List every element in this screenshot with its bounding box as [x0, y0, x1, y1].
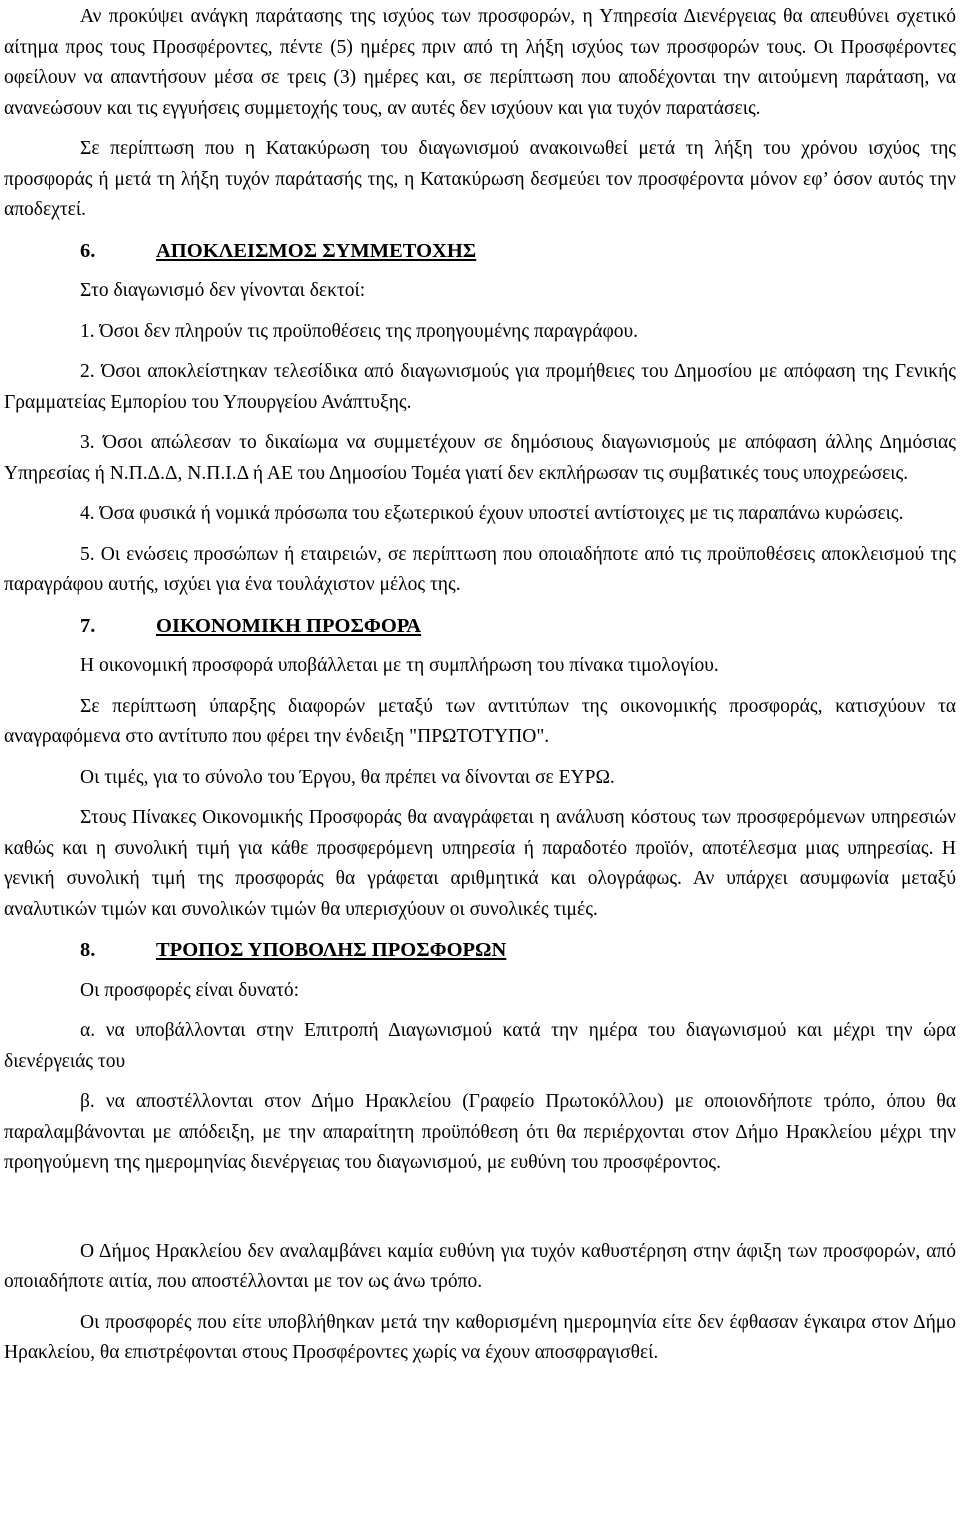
closing-paragraph-1: Ο Δήμος Ηρακλείου δεν αναλαμβάνει καμία ευθύνη για τυχόν καθυστέρηση στην άφιξη των προσφορών, από οποιαδήποτε αιτία, που αποστέλλονται με τον ως άνω τρόπο. [4, 1240, 956, 1292]
section-6-intro: Στο διαγωνισμό δεν γίνονται δεκτοί: [80, 280, 366, 301]
paragraph-award-after-expiry: Σε περίπτωση που η Κατακύρωση του διαγωνισμού ανακοινωθεί μετά τη λήξη του χρόνου ισχύος της προσφοράς ή μετά τη λήξη τυχόν παράτασής της, η Κατακύρωση δεσμεύει τον προσφέροντα μόνον εφ’ όσον αυτός την αποδεχτεί. [4, 138, 956, 220]
section-heading-7 [4, 611, 956, 642]
exclusion-item-4: 4. Όσα φυσικά ή νομικά πρόσωπα του εξωτερικού έχουν υποστεί αντίστοιχες με τις παραπάνω κυρώσεις. [80, 503, 904, 524]
exclusion-item-5: 5. Οι ενώσεις προσώπων ή εταιρειών, σε περίπτωση που οποιαδήποτε από τις προϋποθέσεις αποκλεισμού της παραγράφου αυτής, ισχύει για ένα τουλάχιστον μέλος της. [4, 543, 956, 595]
financial-offer-paragraph-4: Στους Πίνακες Οικονομικής Προσφοράς θα αναγράφεται η ανάλυση κόστους των προσφερόμενων υπηρεσιών καθώς και η συνολική τιμή για κάθε προσφερόμενη υπηρεσία ή παραδοτέο προϊόν, αποτέλεσμα μιας υπηρεσίας. Η γενική συνολική τιμή της προσφοράς θα γράφεται αριθμητικά και ολογράφως. Αν υπάρχει ασυμφωνία μεταξύ αναλυτικών τιμών και συνολικών τιμών θα υπερισχύουν οι συνολικές τιμές. [4, 807, 956, 920]
financial-offer-paragraph-2: Σε περίπτωση ύπαρξης διαφορών μεταξύ των αντιτύπων της οικονομικής προσφοράς, κατισχύουν τα αναγραφόμενα στο αντίτυπο που φέρει την ένδειξη "ΠΡΩΤΟΤΥΠΟ". [4, 695, 956, 747]
submission-item-b: β. να αποστέλλονται στον Δήμο Ηρακλείου (Γραφείο Πρωτοκόλλου) με οποιονδήποτε τρόπο, όπου θα παραλαμβάνονται με απόδειξη, με την απαραίτητη προϋπόθεση ότι θα περιέρχονται στον Δήμο Ηρακλείου μέχρι την προηγούμενη της ημερομηνίας διενέργειας του διαγωνισμού, με ευθύνη του προσφέροντος. [4, 1091, 956, 1173]
section-title: ΤΡΟΠΟΣ ΥΠΟΒΟΛΗΣ ΠΡΟΣΦΟΡΩΝ [156, 939, 507, 961]
financial-offer-paragraph-3: Οι τιμές, για το σύνολο του Έργου, θα πρέπει να δίνονται σε ΕΥΡΩ. [80, 766, 615, 788]
section-number: 8. [80, 939, 96, 961]
section-8-intro: Οι προσφορές είναι δυνατό: [80, 979, 300, 1001]
paragraph-offer-extension: Αν προκύψει ανάγκη παράτασης της ισχύος των προσφορών, η Υπηρεσία Διενέργειας θα απευθύνει σχετικό αίτημα προς τους Προσφέροντες, πέντε (5) ημέρες πριν από τη λήξη ισχύος των προσφορών τους. Οι Προσφέροντες οφείλουν να απαντήσουν μέσα σε τρεις (3) ημέρες και, σε περίπτωση που αποδέχονται την αιτούμενη παράταση, να ανανεώσουν και τις εγγυήσεις συμμετοχής τους, αν αυτές δεν ισχύουν και για τυχόν παρατάσεις. [4, 6, 956, 119]
section-heading-8 [4, 935, 956, 966]
section-title: ΑΠΟΚΛΕΙΣΜΟΣ ΣΥΜΜΕΤΟΧΗΣ [156, 239, 477, 262]
section-heading-6 [4, 236, 956, 267]
section-title: ΟΙΚΟΝΟΜΙΚΗ ΠΡΟΣΦΟΡΑ [156, 614, 422, 637]
exclusion-item-1: 1. Όσοι δεν πληρούν τις προϋποθέσεις της προηγουμένης παραγράφου. [80, 320, 639, 342]
exclusion-item-2: 2. Όσοι αποκλείστηκαν τελεσίδικα από διαγωνισμούς για προμήθειες του Δημοσίου με απόφαση της Γενικής Γραμματείας Εμπορίου του Υπουργείου Ανάπτυξης. [4, 361, 956, 413]
vertical-spacer [4, 1189, 956, 1237]
exclusion-item-3: 3. Όσοι απώλεσαν το δικαίωμα να συμμετέχουν σε δημόσιους διαγωνισμούς με απόφαση άλλης Δημόσιας Υπηρεσίας ή Ν.Π.Δ.Δ, Ν.Π.Ι.Δ ή ΑΕ του Δημοσίου Τομέα γιατί δεν εκπλήρωσαν τις συμβατικές τους υποχρεώσεις. [4, 432, 956, 484]
financial-offer-paragraph-1: Η οικονομική προσφορά υποβάλλεται με τη συμπλήρωση του πίνακα τιμολογίου. [80, 655, 719, 676]
section-number: 6. [80, 239, 96, 262]
closing-paragraph-2: Οι προσφορές που είτε υποβλήθηκαν μετά την καθορισμένη ημερομηνία είτε δεν έφθασαν έγκαιρα στον Δήμο Ηρακλείου, θα επιστρέφονται στους Προσφέροντες χωρίς να έχουν αποσφραγισθεί. [4, 1311, 956, 1363]
section-number: 7. [80, 614, 96, 637]
submission-item-a: α. να υποβάλλονται στην Επιτροπή Διαγωνισμού κατά την ημέρα του διαγωνισμού και μέχρι την ώρα διενέργειάς του [4, 1020, 956, 1072]
